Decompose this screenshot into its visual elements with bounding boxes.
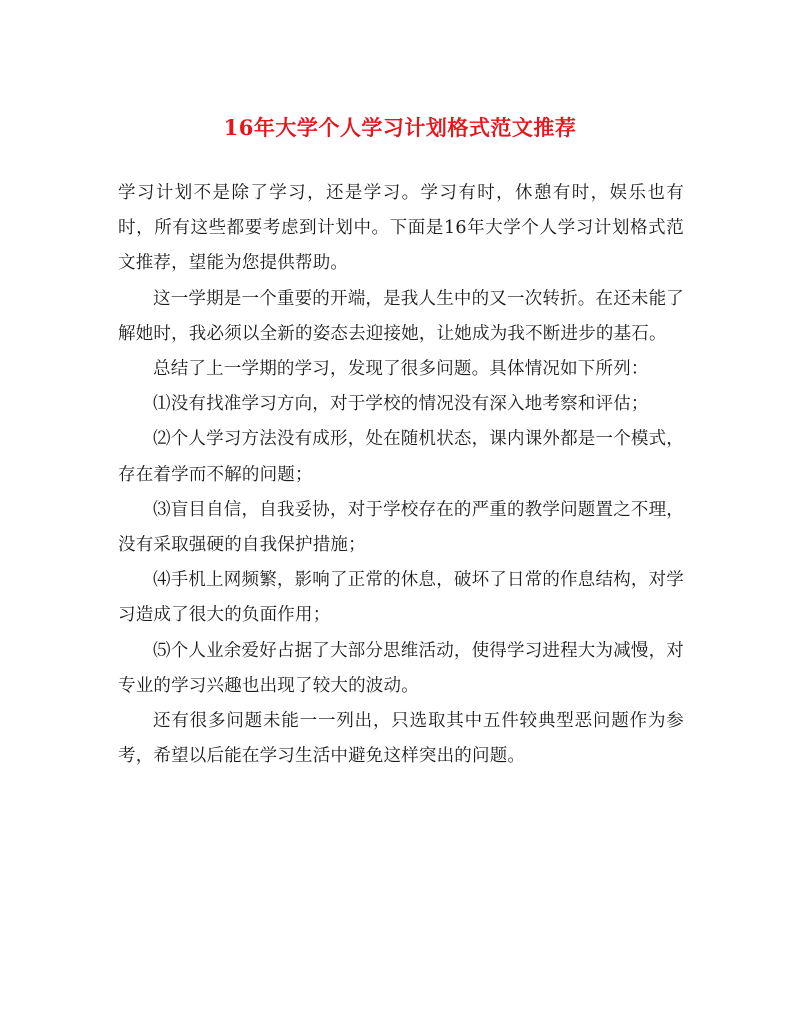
closing-paragraph: 还有很多问题未能一一列出，只选取其中五件较典型恶问题作为参考，希望以后能在学习生活中避免这样突出的问题。 xyxy=(118,711,684,767)
body-paragraph: 这一学期是一个重要的开端，是我人生中的又一次转折。在还未能了解她时，我必须以全新的姿态去迎接她，让她成为我不断进步的基石。 xyxy=(118,288,684,344)
list-item: ⑷手机上网频繁，影响了正常的休息，破坏了日常的作息结构，对学习造成了很大的负面作用； xyxy=(118,570,684,626)
list-item: ⑶盲目自信，自我妥协，对于学校存在的严重的教学问题置之不理，没有采取强硬的自我保护措施； xyxy=(118,499,684,556)
intro-paragraph: 学习计划不是除了学习，还是学习。学习有时，休憩有时，娱乐也有时，所有这些都要考虑到计划中。下面是16年大学个人学习计划格式范文推荐，望能为您提供帮助。 xyxy=(118,183,684,274)
list-item: ⑸个人业余爱好占据了大部分思维活动，使得学习进程大为减慢，对专业的学习兴趣也出现了较大的波动。 xyxy=(118,640,684,696)
body-paragraph: 总结了上一学期的学习，发现了很多问题。具体情况如下所列： xyxy=(153,359,649,380)
list-item: ⑴没有找准学习方向，对于学校的情况没有深入地考察和评估； xyxy=(153,394,649,415)
list-item: ⑵个人学习方法没有成形，处在随机状态，课内课外都是一个模式，存在着学而不解的问题； xyxy=(118,429,684,485)
document-body xyxy=(118,176,684,774)
document-title: 16年大学个人学习计划格式范文推荐 xyxy=(223,115,577,140)
